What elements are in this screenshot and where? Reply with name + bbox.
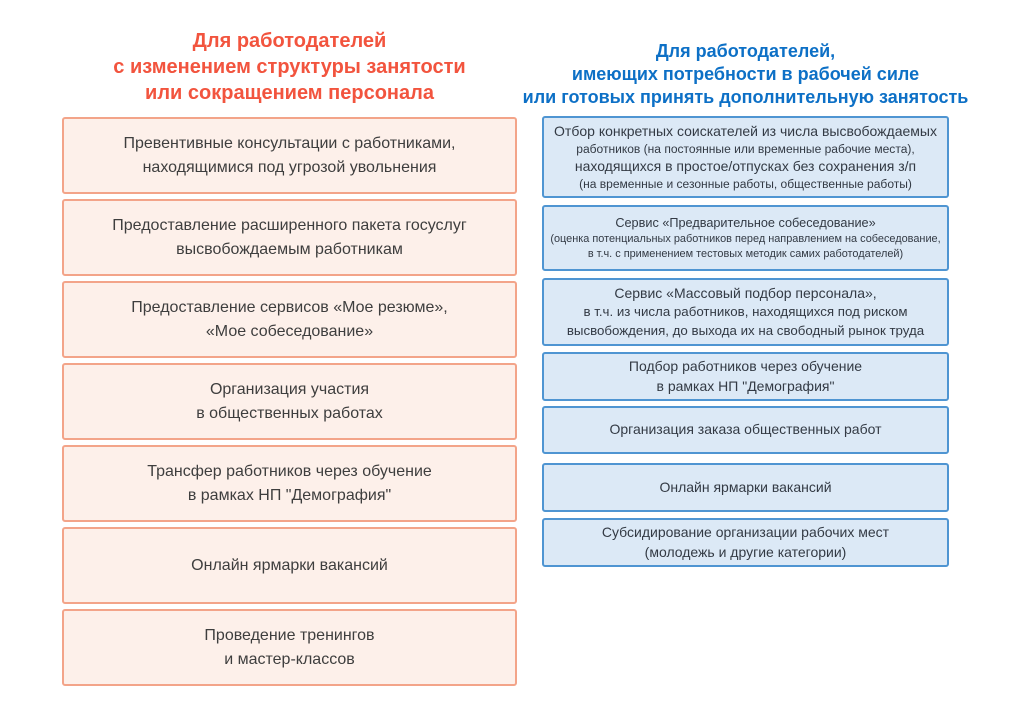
box-text-line: Проведение тренингов <box>204 626 375 644</box>
box-text-line: в т.ч. с применением тестовых методик самих работодателей) <box>587 247 904 260</box>
left-program-box <box>62 117 517 194</box>
box-text-line: Трансфер работников через обучение <box>147 462 432 480</box>
box-text-line: находящихся в простое/отпусках без сохранения з/п <box>574 158 917 174</box>
right-program-box <box>542 352 949 401</box>
left-title-line: или сокращением персонала <box>145 82 434 104</box>
box-text-line: высвобождения, до выхода их на свободный рынок труда <box>566 322 925 338</box>
box-text-line: «Мое собеседование» <box>205 322 374 340</box>
box-text-line: Отбор конкретных соискателей из числа высвобождаемых <box>554 122 937 139</box>
left-title-line: Для работодателей <box>192 30 387 52</box>
right-program-box <box>542 406 949 454</box>
box-text-line: Субсидирование организации рабочих мест <box>601 524 890 541</box>
box-text-line: Сервис «Массовый подбор персонала», <box>614 285 877 302</box>
box-text-line: (на временные и сезонные работы, общественные работы) <box>579 177 912 192</box>
left-program-box <box>62 363 517 440</box>
box-text-line: работников (на постоянные или временные рабочие места), <box>576 141 915 156</box>
box-text-line: Сервис «Предварительное собеседование» <box>615 215 876 230</box>
box-text-line: Подбор работников через обучение <box>628 358 863 375</box>
right-program-box <box>542 463 949 512</box>
right-column-title <box>512 40 979 109</box>
right-program-box <box>542 116 949 198</box>
left-box-list <box>62 117 517 686</box>
right-column <box>522 40 969 567</box>
box-text-line: Организация участия <box>209 380 370 398</box>
box-text-line: Онлайн ярмарки вакансий <box>191 556 388 574</box>
box-text-line: Организация заказа общественных работ <box>609 421 882 438</box>
left-column <box>62 28 517 691</box>
box-text-line: в общественных работах <box>196 404 383 422</box>
left-column-title <box>32 28 547 106</box>
box-text-line: Превентивные консультации с работниками, <box>123 134 456 152</box>
left-program-box <box>62 445 517 522</box>
box-text-line: Предоставление сервисов «Мое резюме», <box>131 298 448 316</box>
box-text-line: в т.ч. из числа работников, находящихся под риском <box>583 304 908 320</box>
box-text-line: (молодежь и другие категории) <box>644 543 847 560</box>
right-title-line: Для работодателей, <box>655 41 836 61</box>
right-title-line: имеющих потребности в рабочей силе <box>571 64 920 84</box>
box-text-line: Онлайн ярмарки вакансий <box>659 478 832 495</box>
box-text-line: Предоставление расширенного пакета госуслуг <box>112 216 467 234</box>
box-text-line: (оценка потенциальных работников перед направлением на собеседование, <box>550 232 941 245</box>
right-program-box <box>542 518 949 567</box>
box-text-line: высвобождаемым работникам <box>176 240 403 258</box>
left-title-line: с изменением структуры занятости <box>113 56 466 78</box>
box-text-line: в рамках НП "Демография" <box>187 486 392 504</box>
left-program-box <box>62 281 517 358</box>
box-text-line: в рамках НП "Демография" <box>656 377 835 394</box>
left-program-box <box>62 527 517 604</box>
left-program-box <box>62 199 517 276</box>
right-title-line: или готовых принять дополнительную занятость <box>522 87 969 107</box>
box-text-line: и мастер-классов <box>224 650 355 668</box>
right-program-box <box>542 278 949 346</box>
box-text-line: находящимися под угрозой увольнения <box>142 158 437 176</box>
right-box-list <box>542 116 949 567</box>
right-program-box <box>542 205 949 271</box>
left-program-box <box>62 609 517 686</box>
